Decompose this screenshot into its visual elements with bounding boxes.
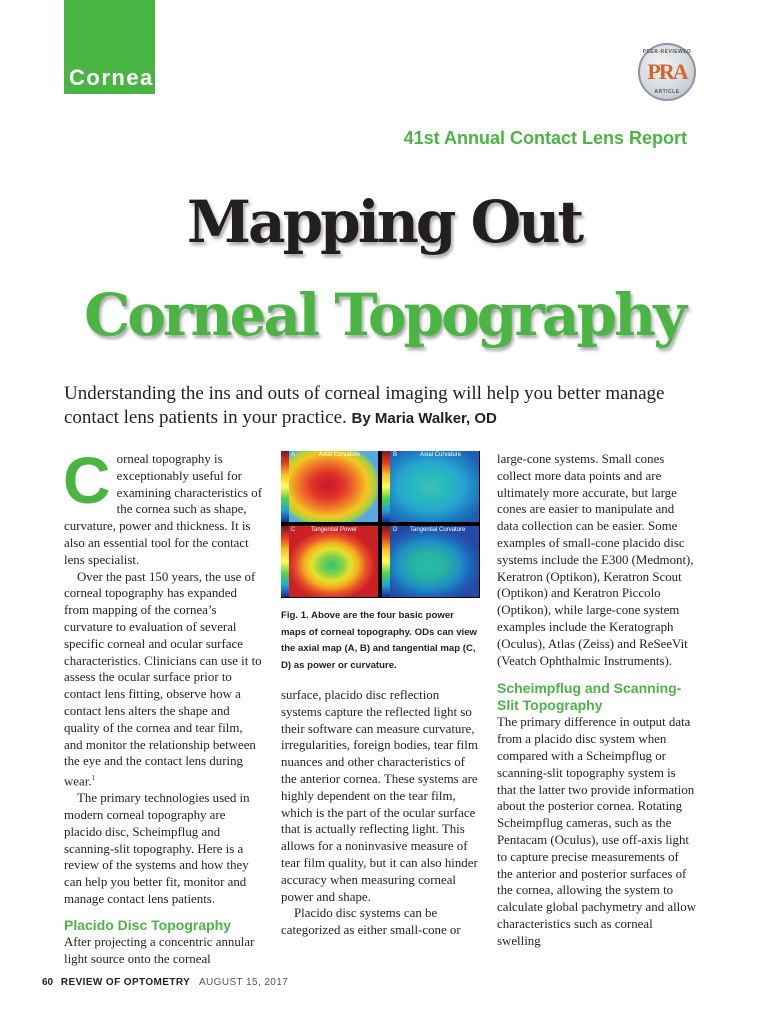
deck (64, 382, 704, 431)
page-footer (42, 977, 288, 988)
byline: By Maria Walker, OD (351, 410, 497, 427)
map-panel-b (382, 451, 479, 522)
deck-text: Understanding the ins and outs of corneal imaging will help you better manage contact lens patients in your practice. (64, 383, 665, 428)
figure-caption: Fig. 1. Above are the four basic power maps of corneal topography. ODs can view the axial map (A, B) and tangential map (C, D) as power or curvature. (281, 610, 478, 671)
section-tab (64, 0, 155, 94)
panel-letter: B (393, 452, 398, 458)
color-scale (382, 526, 390, 597)
panel-label: Tangential Curvature (410, 527, 466, 533)
badge-monogram: PRA (647, 59, 687, 84)
page-number: 60 (42, 977, 54, 988)
panel-label: Tangential Power (311, 527, 358, 533)
paragraph-text: Over the past 150 years, the use of corneal topography has expanded from mapping of the cornea’s curvature to evaluation of several specific corneal and ocular surface characteristics. Clinicians can use it to assess the ocular surface prior to contact lens fitting, observe how a contact lens alters the shape and quality of the cornea and tear film, and monitor the relationship between the eye and the contact lens during wear. (64, 569, 262, 789)
title-line-2: Corneal Topography (84, 281, 684, 349)
column-1 (63, 443, 263, 967)
paragraph: The primary technologies used in modern corneal topography are placido disc, Scheimpflug and scanning-slit topography. Here is a review of the systems and how they can help you better fit, monitor and manage contact lens patients. (64, 791, 250, 907)
peer-reviewed-badge (638, 43, 696, 101)
subhead-scheimpflug: Scheimpflug and Scanning-Slit Topography (497, 680, 682, 714)
section-label: Cornea (69, 65, 154, 90)
panel-letter: A (291, 452, 296, 458)
paragraph: After projecting a concentric annular light source onto the corneal (64, 934, 255, 966)
issue-date: AUGUST 15, 2017 (198, 977, 289, 988)
paragraph: The primary difference in output data from a placido disc system when compared with a Scheimpflug or scanning-slit topography system is that the latter two provide information about the posterior cornea. Rotating Scheimpflug cameras, such as the Pentacam (Oculus), use off-axis light to capture precise measurements of the anterior and posterior surfaces of the cornea, allowing the system to calculate global pachymetry and allow characteristics such as corneal swelling (497, 715, 697, 948)
figure-topography-maps (281, 451, 480, 598)
paragraph-text: orneal topography is exceptionably useful for examining characteristics of the cornea such as shape, curvature, power and thickness. It is also an essential tool for the contact lens specialist. (64, 452, 262, 567)
paragraph: surface, placido disc reflection systems capture the reflected light so their software can measure curvature, irregularities, foreign bodies, tear film nuances and other characteristics of the anterior cornea. These systems are highly dependent on the tear film, which is the part of the ocular surface that is actually reflecting light. This allows for a noninvasive measure of tear film quality, but it can also hinder accuracy when measuring corneal power and shape. (281, 688, 478, 904)
map-panel-c (281, 526, 378, 597)
panel-label: Axial Curvature (420, 452, 462, 458)
color-scale (281, 526, 289, 597)
subhead-placido: Placido Disc Topography (64, 916, 231, 933)
panel-label: Axial Curvature (319, 452, 361, 458)
magazine-name: REVIEW OF OPTOMETRY (60, 977, 191, 988)
column-3 (497, 451, 697, 950)
map-panel-a (281, 451, 378, 522)
paragraph: Placido disc systems can be categorized as either small-cone or (281, 906, 461, 938)
paragraph (64, 569, 263, 791)
badge-top-text: PEER-REVIEWED (642, 49, 692, 55)
panel-letter: C (291, 527, 296, 533)
column-2 (281, 687, 478, 939)
title-line-1: Mapping Out (186, 188, 582, 256)
map-panel-d (382, 526, 479, 597)
paragraph (63, 443, 263, 569)
reference-mark: 1 (91, 774, 96, 783)
report-label: 41st Annual Contact Lens Report (403, 128, 687, 148)
drop-cap: C (63, 443, 111, 517)
color-scale (382, 451, 390, 522)
color-scale (281, 451, 289, 522)
badge-bottom-text: ARTICLE (654, 89, 680, 95)
panel-letter: D (393, 527, 398, 533)
paragraph: large-cone systems. Small cones collect more data points and are ultimately more accurate, but large cones are easier to manipulate and data collection can be easier. Some examples of small-cone placido disc systems include the E300 (Medmont), Keratron (Optikon), Keratron Scout (Optikon) and Keratron Piccolo (Optikon), while large-cone system examples include the Keratograph (Oculus), Atlas (Zeiss) and ReSeeVit (Veatch Ophthalmic Instruments). (497, 452, 694, 668)
